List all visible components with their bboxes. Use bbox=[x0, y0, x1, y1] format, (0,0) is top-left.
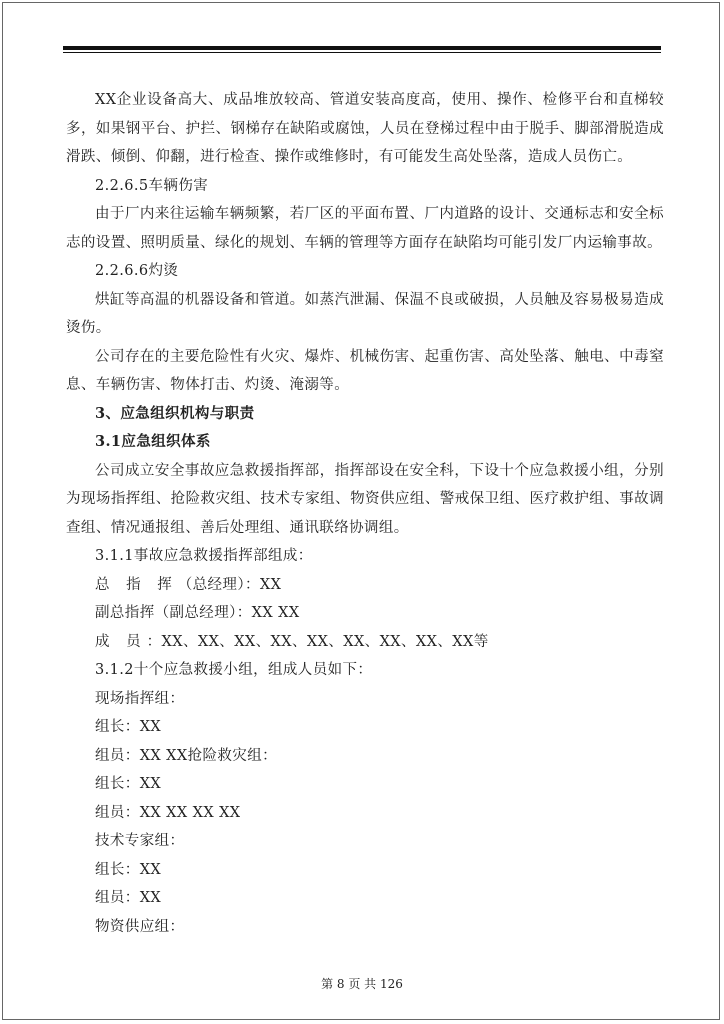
paragraph-vehicle-injury: 由于厂内来往运输车辆频繁，若厂区的平面布置、厂内道路的设计、交通标志和安全标志的设置、照明质量、绿化的规划、车辆的管理等方面存在缺陷均可能引发厂内运输事故。 bbox=[66, 206, 664, 251]
group-members: 组员：XX XX XX XX bbox=[95, 804, 241, 821]
members-value: ：XX、XX、XX、XX、XX、XX、XX、XX、XX等 bbox=[146, 633, 489, 650]
heading-3: 3、应急组织机构与职责 bbox=[95, 404, 255, 422]
paragraph-high-fall: XX企业设备高大、成品堆放较高、管道安装高度高，使用、操作、检修平台和直梯较多，如果钢平台、护拦、钢梯存在缺陷或腐蚀，人员在登梯过程中由于脱手、脚部滑脱造成滑跌、倾倒、仰翻，进行检查、操作或维修时，有可能发生高处坠落，造成人员伤亡。 bbox=[66, 92, 664, 165]
group-members: 组员：XX XX抢险救灾组： bbox=[95, 747, 277, 764]
heading-3-1-1: 3.1.1事故应急救援指挥部组成： bbox=[95, 548, 313, 564]
document-body bbox=[66, 86, 664, 941]
page-number-footer: 第 8 页 共 126 bbox=[321, 977, 403, 991]
group-leader: 组长：XX bbox=[95, 719, 162, 735]
heading-2-2-6-6: 2.2.6.6灼烫 bbox=[95, 263, 179, 279]
paragraph-organization: 公司成立安全事故应急救援指挥部，指挥部设在安全科，下设十个应急救援小组，分别为现场指挥组、抢险救灾组、技术专家组、物资供应组、警戒保卫组、医疗救护组、事故调查组、情况通报组、善后处理组、通讯联络协调组。 bbox=[66, 462, 664, 536]
group-leader: 组长：XX bbox=[95, 861, 162, 878]
heading-2-2-6-5: 2.2.6.5车辆伤害 bbox=[95, 177, 209, 194]
paragraph-main-hazards: 公司存在的主要危险性有火灾、爆炸、机械伤害、起重伤害、高处坠落、触电、中毒窒息、车辆伤害、物体打击、灼烫、淹溺等。 bbox=[66, 348, 664, 393]
heading-3-1: 3.1应急组织体系 bbox=[95, 433, 211, 450]
commander-label: 总 指 挥 bbox=[95, 576, 178, 593]
members-label: 成 员 bbox=[95, 633, 147, 650]
group-title: 现场指挥组： bbox=[95, 690, 185, 707]
commander-value: （总经理）：XX bbox=[177, 576, 282, 593]
group-title: 技术专家组： bbox=[95, 833, 185, 849]
commander-line bbox=[66, 571, 664, 600]
header-rule-thick bbox=[63, 46, 661, 50]
vice-commander-line: 副总指挥（副总经理）：XX XX bbox=[95, 605, 300, 621]
members-line bbox=[66, 628, 664, 657]
header-rule-thin bbox=[63, 52, 661, 53]
group-members: 组员：XX bbox=[95, 890, 162, 906]
group-leader: 组长：XX bbox=[95, 776, 162, 792]
paragraph-burns: 烘缸等高温的机器设备和管道。如蒸汽泄漏、保温不良或破损，人员触及容易极易造成烫伤。 bbox=[66, 291, 664, 336]
group-title: 物资供应组： bbox=[95, 918, 185, 935]
heading-3-1-2: 3.1.2十个应急救援小组，组成人员如下： bbox=[95, 662, 373, 678]
